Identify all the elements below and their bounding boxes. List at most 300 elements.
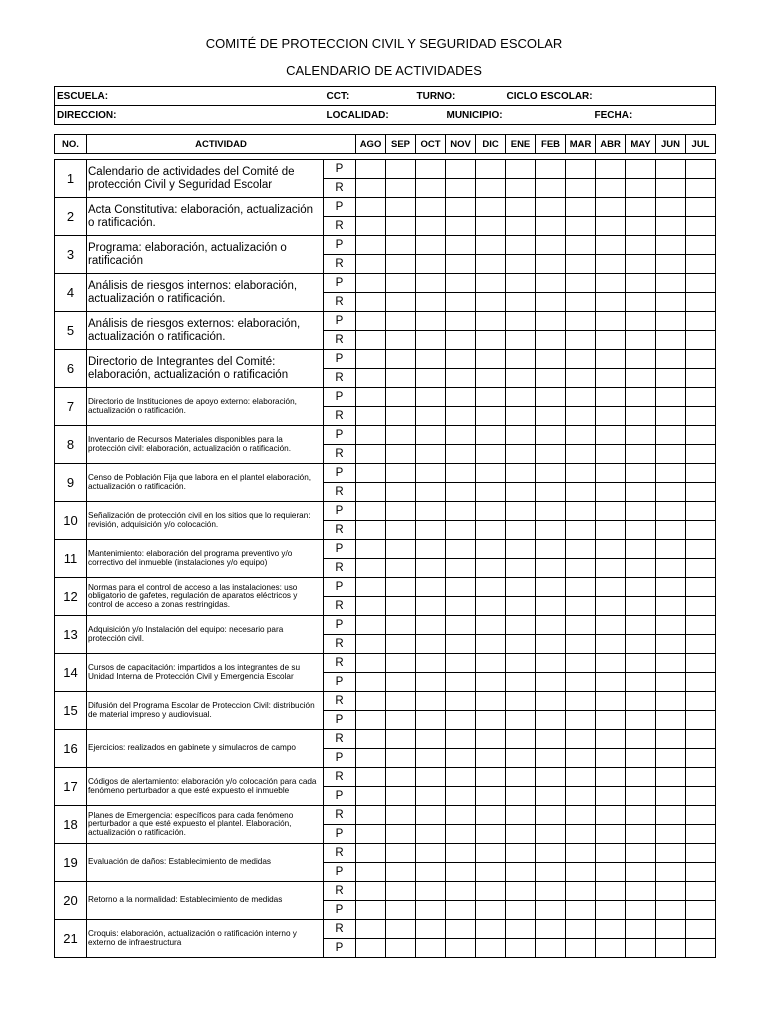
schedule-cell[interactable]	[626, 236, 656, 255]
schedule-cell[interactable]	[686, 407, 716, 426]
schedule-cell[interactable]	[566, 521, 596, 540]
schedule-cell[interactable]	[566, 312, 596, 331]
schedule-cell[interactable]	[626, 635, 656, 654]
schedule-cell[interactable]	[656, 274, 686, 293]
schedule-cell[interactable]	[656, 521, 686, 540]
schedule-cell[interactable]	[626, 483, 656, 502]
schedule-cell[interactable]	[506, 654, 536, 673]
schedule-cell[interactable]	[416, 445, 446, 464]
schedule-cell[interactable]	[686, 863, 716, 882]
schedule-cell[interactable]	[626, 407, 656, 426]
schedule-cell[interactable]	[506, 388, 536, 407]
schedule-cell[interactable]	[416, 483, 446, 502]
schedule-cell[interactable]	[416, 502, 446, 521]
schedule-cell[interactable]	[416, 711, 446, 730]
schedule-cell[interactable]	[536, 730, 566, 749]
schedule-cell[interactable]	[626, 445, 656, 464]
schedule-cell[interactable]	[356, 806, 386, 825]
schedule-cell[interactable]	[656, 749, 686, 768]
schedule-cell[interactable]	[506, 806, 536, 825]
schedule-cell[interactable]	[596, 863, 626, 882]
schedule-cell[interactable]	[536, 255, 566, 274]
schedule-cell[interactable]	[536, 901, 566, 920]
schedule-cell[interactable]	[596, 635, 626, 654]
schedule-cell[interactable]	[626, 426, 656, 445]
schedule-cell[interactable]	[686, 711, 716, 730]
schedule-cell[interactable]	[686, 350, 716, 369]
schedule-cell[interactable]	[506, 749, 536, 768]
schedule-cell[interactable]	[686, 730, 716, 749]
schedule-cell[interactable]	[386, 559, 416, 578]
schedule-cell[interactable]	[626, 540, 656, 559]
schedule-cell[interactable]	[656, 844, 686, 863]
schedule-cell[interactable]	[476, 160, 506, 179]
schedule-cell[interactable]	[386, 882, 416, 901]
schedule-cell[interactable]	[476, 274, 506, 293]
schedule-cell[interactable]	[656, 787, 686, 806]
schedule-cell[interactable]	[506, 578, 536, 597]
schedule-cell[interactable]	[416, 920, 446, 939]
schedule-cell[interactable]	[566, 559, 596, 578]
schedule-cell[interactable]	[476, 369, 506, 388]
schedule-cell[interactable]	[356, 692, 386, 711]
schedule-cell[interactable]	[416, 426, 446, 445]
schedule-cell[interactable]	[626, 597, 656, 616]
schedule-cell[interactable]	[356, 863, 386, 882]
schedule-cell[interactable]	[686, 920, 716, 939]
schedule-cell[interactable]	[356, 521, 386, 540]
schedule-cell[interactable]	[446, 426, 476, 445]
schedule-cell[interactable]	[386, 749, 416, 768]
schedule-cell[interactable]	[506, 863, 536, 882]
schedule-cell[interactable]	[596, 844, 626, 863]
schedule-cell[interactable]	[566, 198, 596, 217]
schedule-cell[interactable]	[506, 369, 536, 388]
schedule-cell[interactable]	[506, 483, 536, 502]
schedule-cell[interactable]	[416, 369, 446, 388]
schedule-cell[interactable]	[596, 160, 626, 179]
schedule-cell[interactable]	[506, 521, 536, 540]
schedule-cell[interactable]	[416, 635, 446, 654]
schedule-cell[interactable]	[566, 236, 596, 255]
schedule-cell[interactable]	[356, 217, 386, 236]
schedule-cell[interactable]	[536, 407, 566, 426]
schedule-cell[interactable]	[596, 236, 626, 255]
schedule-cell[interactable]	[566, 711, 596, 730]
schedule-cell[interactable]	[626, 179, 656, 198]
schedule-cell[interactable]	[626, 901, 656, 920]
schedule-cell[interactable]	[446, 939, 476, 958]
schedule-cell[interactable]	[356, 730, 386, 749]
schedule-cell[interactable]	[566, 160, 596, 179]
schedule-cell[interactable]	[686, 217, 716, 236]
schedule-cell[interactable]	[656, 160, 686, 179]
schedule-cell[interactable]	[446, 787, 476, 806]
schedule-cell[interactable]	[506, 236, 536, 255]
schedule-cell[interactable]	[656, 331, 686, 350]
schedule-cell[interactable]	[626, 388, 656, 407]
schedule-cell[interactable]	[566, 882, 596, 901]
schedule-cell[interactable]	[656, 255, 686, 274]
schedule-cell[interactable]	[626, 521, 656, 540]
schedule-cell[interactable]	[476, 616, 506, 635]
schedule-cell[interactable]	[386, 920, 416, 939]
schedule-cell[interactable]	[596, 445, 626, 464]
schedule-cell[interactable]	[446, 901, 476, 920]
schedule-cell[interactable]	[386, 730, 416, 749]
schedule-cell[interactable]	[386, 844, 416, 863]
schedule-cell[interactable]	[656, 445, 686, 464]
schedule-cell[interactable]	[596, 749, 626, 768]
schedule-cell[interactable]	[566, 274, 596, 293]
schedule-cell[interactable]	[476, 293, 506, 312]
schedule-cell[interactable]	[416, 673, 446, 692]
schedule-cell[interactable]	[596, 312, 626, 331]
schedule-cell[interactable]	[656, 806, 686, 825]
schedule-cell[interactable]	[446, 217, 476, 236]
schedule-cell[interactable]	[506, 597, 536, 616]
schedule-cell[interactable]	[626, 160, 656, 179]
schedule-cell[interactable]	[446, 255, 476, 274]
schedule-cell[interactable]	[506, 787, 536, 806]
schedule-cell[interactable]	[416, 616, 446, 635]
schedule-cell[interactable]	[416, 768, 446, 787]
schedule-cell[interactable]	[596, 217, 626, 236]
schedule-cell[interactable]	[596, 464, 626, 483]
schedule-cell[interactable]	[686, 749, 716, 768]
schedule-cell[interactable]	[536, 483, 566, 502]
schedule-cell[interactable]	[506, 844, 536, 863]
schedule-cell[interactable]	[596, 730, 626, 749]
schedule-cell[interactable]	[626, 863, 656, 882]
schedule-cell[interactable]	[596, 654, 626, 673]
schedule-cell[interactable]	[416, 787, 446, 806]
schedule-cell[interactable]	[626, 825, 656, 844]
schedule-cell[interactable]	[356, 882, 386, 901]
schedule-cell[interactable]	[536, 369, 566, 388]
schedule-cell[interactable]	[506, 711, 536, 730]
schedule-cell[interactable]	[596, 787, 626, 806]
schedule-cell[interactable]	[686, 768, 716, 787]
schedule-cell[interactable]	[416, 540, 446, 559]
schedule-cell[interactable]	[626, 730, 656, 749]
schedule-cell[interactable]	[356, 597, 386, 616]
schedule-cell[interactable]	[686, 673, 716, 692]
schedule-cell[interactable]	[536, 388, 566, 407]
schedule-cell[interactable]	[536, 882, 566, 901]
schedule-cell[interactable]	[596, 597, 626, 616]
schedule-cell[interactable]	[596, 540, 626, 559]
schedule-cell[interactable]	[656, 635, 686, 654]
schedule-cell[interactable]	[446, 825, 476, 844]
schedule-cell[interactable]	[356, 578, 386, 597]
schedule-cell[interactable]	[686, 901, 716, 920]
schedule-cell[interactable]	[596, 369, 626, 388]
schedule-cell[interactable]	[506, 350, 536, 369]
schedule-cell[interactable]	[536, 806, 566, 825]
schedule-cell[interactable]	[626, 312, 656, 331]
schedule-cell[interactable]	[596, 673, 626, 692]
schedule-cell[interactable]	[416, 806, 446, 825]
schedule-cell[interactable]	[386, 521, 416, 540]
schedule-cell[interactable]	[506, 445, 536, 464]
schedule-cell[interactable]	[386, 388, 416, 407]
schedule-cell[interactable]	[566, 749, 596, 768]
schedule-cell[interactable]	[656, 882, 686, 901]
schedule-cell[interactable]	[536, 540, 566, 559]
schedule-cell[interactable]	[536, 844, 566, 863]
schedule-cell[interactable]	[686, 502, 716, 521]
schedule-cell[interactable]	[656, 711, 686, 730]
schedule-cell[interactable]	[656, 559, 686, 578]
schedule-cell[interactable]	[476, 882, 506, 901]
schedule-cell[interactable]	[656, 616, 686, 635]
schedule-cell[interactable]	[356, 483, 386, 502]
schedule-cell[interactable]	[626, 939, 656, 958]
schedule-cell[interactable]	[626, 293, 656, 312]
schedule-cell[interactable]	[446, 882, 476, 901]
schedule-cell[interactable]	[476, 388, 506, 407]
schedule-cell[interactable]	[626, 787, 656, 806]
schedule-cell[interactable]	[386, 217, 416, 236]
schedule-cell[interactable]	[596, 711, 626, 730]
schedule-cell[interactable]	[596, 559, 626, 578]
schedule-cell[interactable]	[416, 559, 446, 578]
schedule-cell[interactable]	[566, 692, 596, 711]
schedule-cell[interactable]	[506, 825, 536, 844]
schedule-cell[interactable]	[386, 331, 416, 350]
schedule-cell[interactable]	[626, 559, 656, 578]
schedule-cell[interactable]	[446, 920, 476, 939]
schedule-cell[interactable]	[356, 312, 386, 331]
schedule-cell[interactable]	[506, 426, 536, 445]
schedule-cell[interactable]	[416, 863, 446, 882]
schedule-cell[interactable]	[566, 616, 596, 635]
schedule-cell[interactable]	[566, 578, 596, 597]
schedule-cell[interactable]	[476, 692, 506, 711]
schedule-cell[interactable]	[656, 293, 686, 312]
schedule-cell[interactable]	[596, 388, 626, 407]
schedule-cell[interactable]	[626, 331, 656, 350]
schedule-cell[interactable]	[596, 331, 626, 350]
schedule-cell[interactable]	[356, 388, 386, 407]
schedule-cell[interactable]	[536, 426, 566, 445]
schedule-cell[interactable]	[416, 331, 446, 350]
schedule-cell[interactable]	[446, 312, 476, 331]
schedule-cell[interactable]	[506, 540, 536, 559]
schedule-cell[interactable]	[626, 502, 656, 521]
schedule-cell[interactable]	[476, 635, 506, 654]
schedule-cell[interactable]	[536, 559, 566, 578]
schedule-cell[interactable]	[596, 939, 626, 958]
schedule-cell[interactable]	[566, 179, 596, 198]
schedule-cell[interactable]	[686, 521, 716, 540]
schedule-cell[interactable]	[626, 255, 656, 274]
schedule-cell[interactable]	[506, 255, 536, 274]
schedule-cell[interactable]	[626, 616, 656, 635]
schedule-cell[interactable]	[386, 806, 416, 825]
schedule-cell[interactable]	[656, 920, 686, 939]
schedule-cell[interactable]	[656, 236, 686, 255]
schedule-cell[interactable]	[386, 483, 416, 502]
schedule-cell[interactable]	[656, 388, 686, 407]
schedule-cell[interactable]	[656, 863, 686, 882]
schedule-cell[interactable]	[596, 920, 626, 939]
schedule-cell[interactable]	[506, 179, 536, 198]
schedule-cell[interactable]	[446, 692, 476, 711]
schedule-cell[interactable]	[476, 521, 506, 540]
schedule-cell[interactable]	[536, 293, 566, 312]
schedule-cell[interactable]	[686, 160, 716, 179]
schedule-cell[interactable]	[356, 901, 386, 920]
schedule-cell[interactable]	[536, 597, 566, 616]
schedule-cell[interactable]	[446, 635, 476, 654]
schedule-cell[interactable]	[566, 901, 596, 920]
schedule-cell[interactable]	[446, 369, 476, 388]
schedule-cell[interactable]	[596, 350, 626, 369]
schedule-cell[interactable]	[446, 540, 476, 559]
schedule-cell[interactable]	[566, 388, 596, 407]
schedule-cell[interactable]	[686, 825, 716, 844]
schedule-cell[interactable]	[506, 692, 536, 711]
schedule-cell[interactable]	[566, 939, 596, 958]
schedule-cell[interactable]	[596, 806, 626, 825]
schedule-cell[interactable]	[356, 236, 386, 255]
schedule-cell[interactable]	[566, 502, 596, 521]
schedule-cell[interactable]	[596, 616, 626, 635]
schedule-cell[interactable]	[536, 920, 566, 939]
schedule-cell[interactable]	[566, 920, 596, 939]
schedule-cell[interactable]	[566, 768, 596, 787]
schedule-cell[interactable]	[596, 692, 626, 711]
schedule-cell[interactable]	[686, 179, 716, 198]
schedule-cell[interactable]	[446, 293, 476, 312]
schedule-cell[interactable]	[386, 236, 416, 255]
schedule-cell[interactable]	[386, 616, 416, 635]
schedule-cell[interactable]	[566, 331, 596, 350]
schedule-cell[interactable]	[446, 521, 476, 540]
schedule-cell[interactable]	[686, 654, 716, 673]
schedule-cell[interactable]	[506, 616, 536, 635]
schedule-cell[interactable]	[386, 939, 416, 958]
schedule-cell[interactable]	[596, 293, 626, 312]
schedule-cell[interactable]	[446, 711, 476, 730]
schedule-cell[interactable]	[386, 654, 416, 673]
schedule-cell[interactable]	[686, 274, 716, 293]
schedule-cell[interactable]	[446, 483, 476, 502]
schedule-cell[interactable]	[416, 312, 446, 331]
schedule-cell[interactable]	[686, 635, 716, 654]
schedule-cell[interactable]	[446, 597, 476, 616]
schedule-cell[interactable]	[356, 654, 386, 673]
schedule-cell[interactable]	[416, 749, 446, 768]
schedule-cell[interactable]	[536, 768, 566, 787]
schedule-cell[interactable]	[356, 331, 386, 350]
schedule-cell[interactable]	[356, 825, 386, 844]
schedule-cell[interactable]	[476, 559, 506, 578]
schedule-cell[interactable]	[596, 901, 626, 920]
schedule-cell[interactable]	[656, 654, 686, 673]
localidad-field[interactable]: LOCALIDAD:	[326, 109, 389, 121]
schedule-cell[interactable]	[476, 806, 506, 825]
ciclo-escolar-field[interactable]: CICLO ESCOLAR:	[505, 87, 716, 106]
schedule-cell[interactable]	[356, 426, 386, 445]
schedule-cell[interactable]	[506, 882, 536, 901]
schedule-cell[interactable]	[626, 464, 656, 483]
schedule-cell[interactable]	[476, 730, 506, 749]
schedule-cell[interactable]	[476, 445, 506, 464]
schedule-cell[interactable]	[356, 540, 386, 559]
schedule-cell[interactable]	[386, 768, 416, 787]
schedule-cell[interactable]	[506, 939, 536, 958]
schedule-cell[interactable]	[416, 464, 446, 483]
schedule-cell[interactable]	[656, 692, 686, 711]
schedule-cell[interactable]	[386, 540, 416, 559]
schedule-cell[interactable]	[416, 388, 446, 407]
schedule-cell[interactable]	[386, 445, 416, 464]
schedule-cell[interactable]	[686, 369, 716, 388]
schedule-cell[interactable]	[656, 464, 686, 483]
schedule-cell[interactable]	[686, 844, 716, 863]
schedule-cell[interactable]	[386, 293, 416, 312]
schedule-cell[interactable]	[626, 369, 656, 388]
schedule-cell[interactable]	[416, 236, 446, 255]
schedule-cell[interactable]	[506, 901, 536, 920]
schedule-cell[interactable]	[536, 616, 566, 635]
schedule-cell[interactable]	[356, 350, 386, 369]
schedule-cell[interactable]	[626, 882, 656, 901]
schedule-cell[interactable]	[476, 768, 506, 787]
schedule-cell[interactable]	[446, 730, 476, 749]
schedule-cell[interactable]	[476, 464, 506, 483]
schedule-cell[interactable]	[506, 502, 536, 521]
schedule-cell[interactable]	[626, 578, 656, 597]
schedule-cell[interactable]	[386, 369, 416, 388]
schedule-cell[interactable]	[356, 711, 386, 730]
schedule-cell[interactable]	[446, 236, 476, 255]
schedule-cell[interactable]	[566, 217, 596, 236]
schedule-cell[interactable]	[476, 179, 506, 198]
municipio-field[interactable]: MUNICIPIO:	[446, 109, 503, 121]
schedule-cell[interactable]	[566, 426, 596, 445]
schedule-cell[interactable]	[386, 464, 416, 483]
schedule-cell[interactable]	[356, 293, 386, 312]
schedule-cell[interactable]	[416, 597, 446, 616]
schedule-cell[interactable]	[656, 939, 686, 958]
schedule-cell[interactable]	[386, 635, 416, 654]
schedule-cell[interactable]	[596, 502, 626, 521]
schedule-cell[interactable]	[506, 635, 536, 654]
schedule-cell[interactable]	[656, 312, 686, 331]
schedule-cell[interactable]	[416, 217, 446, 236]
schedule-cell[interactable]	[626, 692, 656, 711]
schedule-cell[interactable]	[656, 540, 686, 559]
fecha-field[interactable]: FECHA:	[594, 109, 633, 121]
schedule-cell[interactable]	[626, 198, 656, 217]
schedule-cell[interactable]	[386, 578, 416, 597]
schedule-cell[interactable]	[686, 597, 716, 616]
schedule-cell[interactable]	[476, 901, 506, 920]
schedule-cell[interactable]	[656, 825, 686, 844]
schedule-cell[interactable]	[476, 673, 506, 692]
schedule-cell[interactable]	[686, 483, 716, 502]
schedule-cell[interactable]	[416, 521, 446, 540]
schedule-cell[interactable]	[386, 825, 416, 844]
schedule-cell[interactable]	[656, 768, 686, 787]
schedule-cell[interactable]	[596, 179, 626, 198]
schedule-cell[interactable]	[356, 464, 386, 483]
schedule-cell[interactable]	[626, 654, 656, 673]
